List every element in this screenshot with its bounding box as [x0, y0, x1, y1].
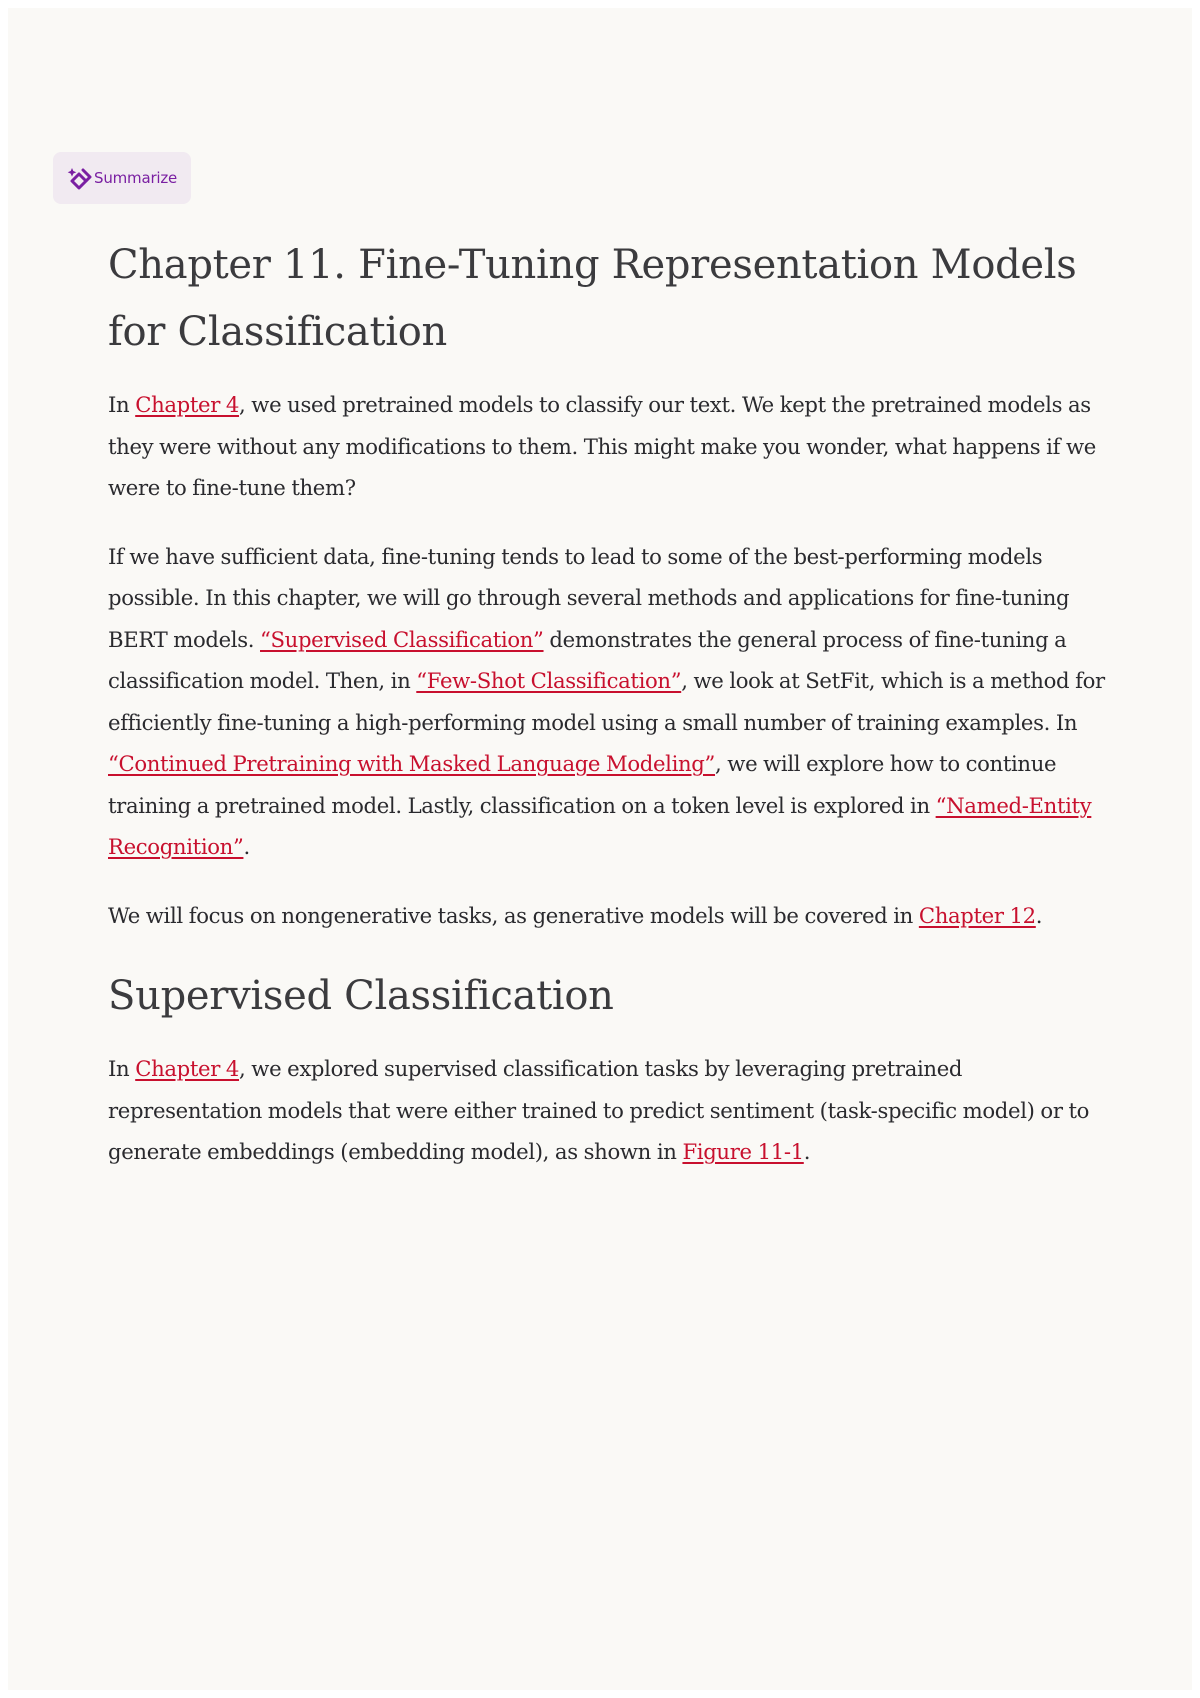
section-title: Supervised Classification [108, 973, 614, 1019]
chapter-paragraph-1 [108, 384, 1108, 509]
chapter-title: Chapter 11. Fine-Tuning Representation Models for Classification [108, 242, 1077, 355]
text-run: . [1035, 902, 1043, 928]
link-continued-pretraining[interactable]: “Continued Pretraining with Masked Language Modeling” [108, 751, 716, 776]
text-run: , we look at SetFit, which is a method for efficiently fine-tuning a high-performing model using a small number of training examples. In [108, 668, 1105, 735]
link-few-shot-classification[interactable]: “Few-Shot Classification” [416, 668, 682, 693]
link-chapter-4[interactable]: Chapter 4 [135, 392, 240, 417]
section-paragraph-1 [108, 1048, 1108, 1173]
chapter-paragraph-3 [108, 895, 1108, 937]
document-page [8, 8, 1192, 1690]
text-run: We will focus on nongenerative tasks, as generative models will be covered in [108, 902, 919, 928]
sparkle-icon [66, 165, 92, 191]
text-run: If we have sufficient data, fine-tuning tends to lead to some of the best-performing models possible. In this chapter, we will go through several methods and applications for fine-tuning BERT models. [108, 543, 1070, 652]
link-named-entity-recognition[interactable]: “Named-Entity Recognition” [108, 792, 1092, 859]
chapter-content [108, 232, 1108, 1200]
link-figure-11-1[interactable]: Figure 11-1 [682, 1139, 804, 1164]
text-run: . [803, 1139, 811, 1164]
summarize-button[interactable] [53, 152, 191, 204]
text-run: In [108, 1056, 136, 1081]
text-run: demonstrates the general process of fine-tuning a classification model. Then, in [108, 626, 1067, 693]
link-supervised-classification[interactable]: “Supervised Classification” [260, 626, 544, 652]
text-run: , we explored supervised classification tasks by leveraging pretrained representation models that were either trained to predict sentiment (task-specific model) or to generate embeddings (embedding model), as shown in [108, 1056, 1090, 1164]
link-chapter-4[interactable]: Chapter 4 [135, 1056, 240, 1081]
text-run: . [243, 834, 250, 859]
link-chapter-12[interactable]: Chapter 12 [918, 902, 1036, 928]
summarize-label: Summarize [94, 169, 178, 187]
text-run: , we will explore how to continue training a pretrained model. Lastly, classification on a token level is explored in [108, 751, 1057, 818]
text-run: , we used pretrained models to classify our text. We kept the pretrained models as they were without any modifications to them. This might make you wonder, what happens if we were to fine-tune them? [108, 392, 1096, 500]
chapter-paragraph-2 [108, 536, 1108, 868]
text-run: In [108, 392, 136, 417]
